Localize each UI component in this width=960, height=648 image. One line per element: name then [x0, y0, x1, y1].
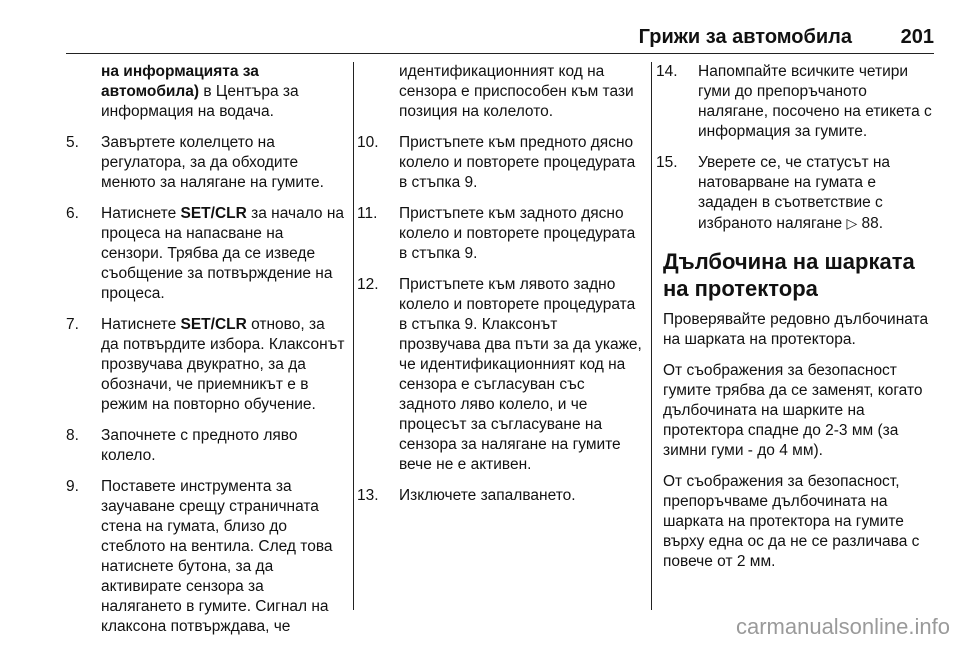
list-item-number: 15. — [656, 154, 678, 171]
page-number: 201 — [900, 26, 934, 48]
list-item-text: Изключете запалването. — [399, 487, 576, 504]
column-1 — [66, 62, 346, 648]
list-item — [66, 315, 346, 415]
continuation-text: в Центъра за информация на водача. — [101, 83, 299, 120]
list-item-number: 10. — [357, 134, 379, 151]
page-title: Грижи за автомобила — [638, 26, 852, 48]
list-item-number: 6. — [66, 205, 79, 222]
list-item — [66, 204, 346, 304]
list-item-number: 7. — [66, 316, 79, 333]
paragraph: От съображения за безопасност гумите трябва да се заменят, когато дълбочината на шарките на протектора спадне до 2-3 мм (за зимни гуми - до 4 мм). — [663, 362, 923, 459]
list-item-number: 5. — [66, 134, 79, 151]
paragraph: От съображения за безопасност, препоръчваме дълбочината на шарката на протектора на гумите върху една ос да не се различава с повече от 2 мм. — [663, 473, 920, 570]
list-item — [357, 486, 642, 506]
list-item-text: Пристъпете към предното дясно колело и повторете процедурата в стъпка 9. — [399, 134, 636, 191]
list-item-number: 8. — [66, 427, 79, 444]
button-name-bold: SET/CLR — [180, 205, 247, 222]
list-item-text: Натиснете — [101, 205, 181, 222]
list-item-text: Пристъпете към задното дясно колело и повторете процедурата в стъпка 9. — [399, 205, 636, 262]
page-header — [66, 0, 934, 56]
list-item-number: 14. — [656, 63, 678, 80]
list-item — [357, 204, 642, 264]
page-reference-icon: ▷ — [846, 215, 858, 231]
list-item-text: за начало на процеса на напасване на сензори. Трябва да се изведе съобщение за потвърждение на процеса. — [101, 205, 345, 302]
list-item-text: Пристъпете към лявото задно колело и повторете процедурата в стъпка 9. Клаксонът прозвучава два пъти за да укаже, че идентификационният код на сензора е съгласуван със задното ляво колело, и че процесът за съгласуване на сензора за налягане на гумите вече не е активен. — [399, 276, 642, 473]
list-item-continuation — [66, 62, 346, 122]
list-item-text: Напомпайте всичките четири гуми до препоръчаното налягане, посочено на етикета с информация за гумите. — [698, 63, 932, 140]
list-item — [66, 477, 346, 637]
list-item-text: Започнете с предното ляво колело. — [101, 427, 298, 464]
list-item-text: Поставете инструмента за заучаване срещу страничната стена на гумата, близо до стеблото на вентила. След това натиснете бутона, за да активирате сензора за налягането в гумите. Сигнал на клаксона потвърждава, че — [101, 478, 333, 635]
paragraph: Проверявайте редовно дълбочината на шарката на протектора. — [663, 311, 929, 348]
column-3 — [656, 62, 935, 583]
list-item-continuation — [364, 62, 642, 122]
list-item — [66, 133, 346, 193]
column-divider-1 — [353, 62, 354, 610]
list-item — [656, 62, 935, 142]
list-item — [357, 275, 642, 475]
button-name-bold: SET/CLR — [180, 316, 247, 333]
list-item-text: Завъртете колелцето на регулатора, за да обходите менюто за налягане на гумите. — [101, 134, 324, 191]
watermark: carmanualsonline.info — [735, 614, 950, 639]
column-divider-2 — [651, 62, 652, 610]
list-item-number: 12. — [357, 276, 379, 293]
continuation-bold: на информацията за автомобила) — [101, 63, 259, 100]
list-item-text: отново, за да потвърдите избора. Клаксонът прозвучава двукратно, за да обозначи, че приемникът е в режим на повторно обучение. — [101, 316, 345, 413]
page-reference-link[interactable]: 88. — [857, 215, 884, 232]
list-item-number: 13. — [357, 487, 379, 504]
section-heading: Дълбочина на шарката на протектора — [663, 249, 915, 301]
list-item-text: Натиснете — [101, 316, 181, 333]
continuation-text: идентификационният код на сензора е приспособен към тази позиция на колелото. — [399, 63, 634, 120]
list-item — [66, 426, 346, 466]
list-item — [656, 153, 935, 234]
list-item-number: 9. — [66, 478, 79, 495]
list-item — [357, 133, 642, 193]
column-2 — [357, 62, 642, 517]
list-item-number: 11. — [357, 205, 378, 222]
list-item-text: Уверете се, че статусът на натоварване на гумата е зададен в съответствие с избраното налягане — [698, 154, 891, 232]
header-divider — [66, 53, 934, 54]
